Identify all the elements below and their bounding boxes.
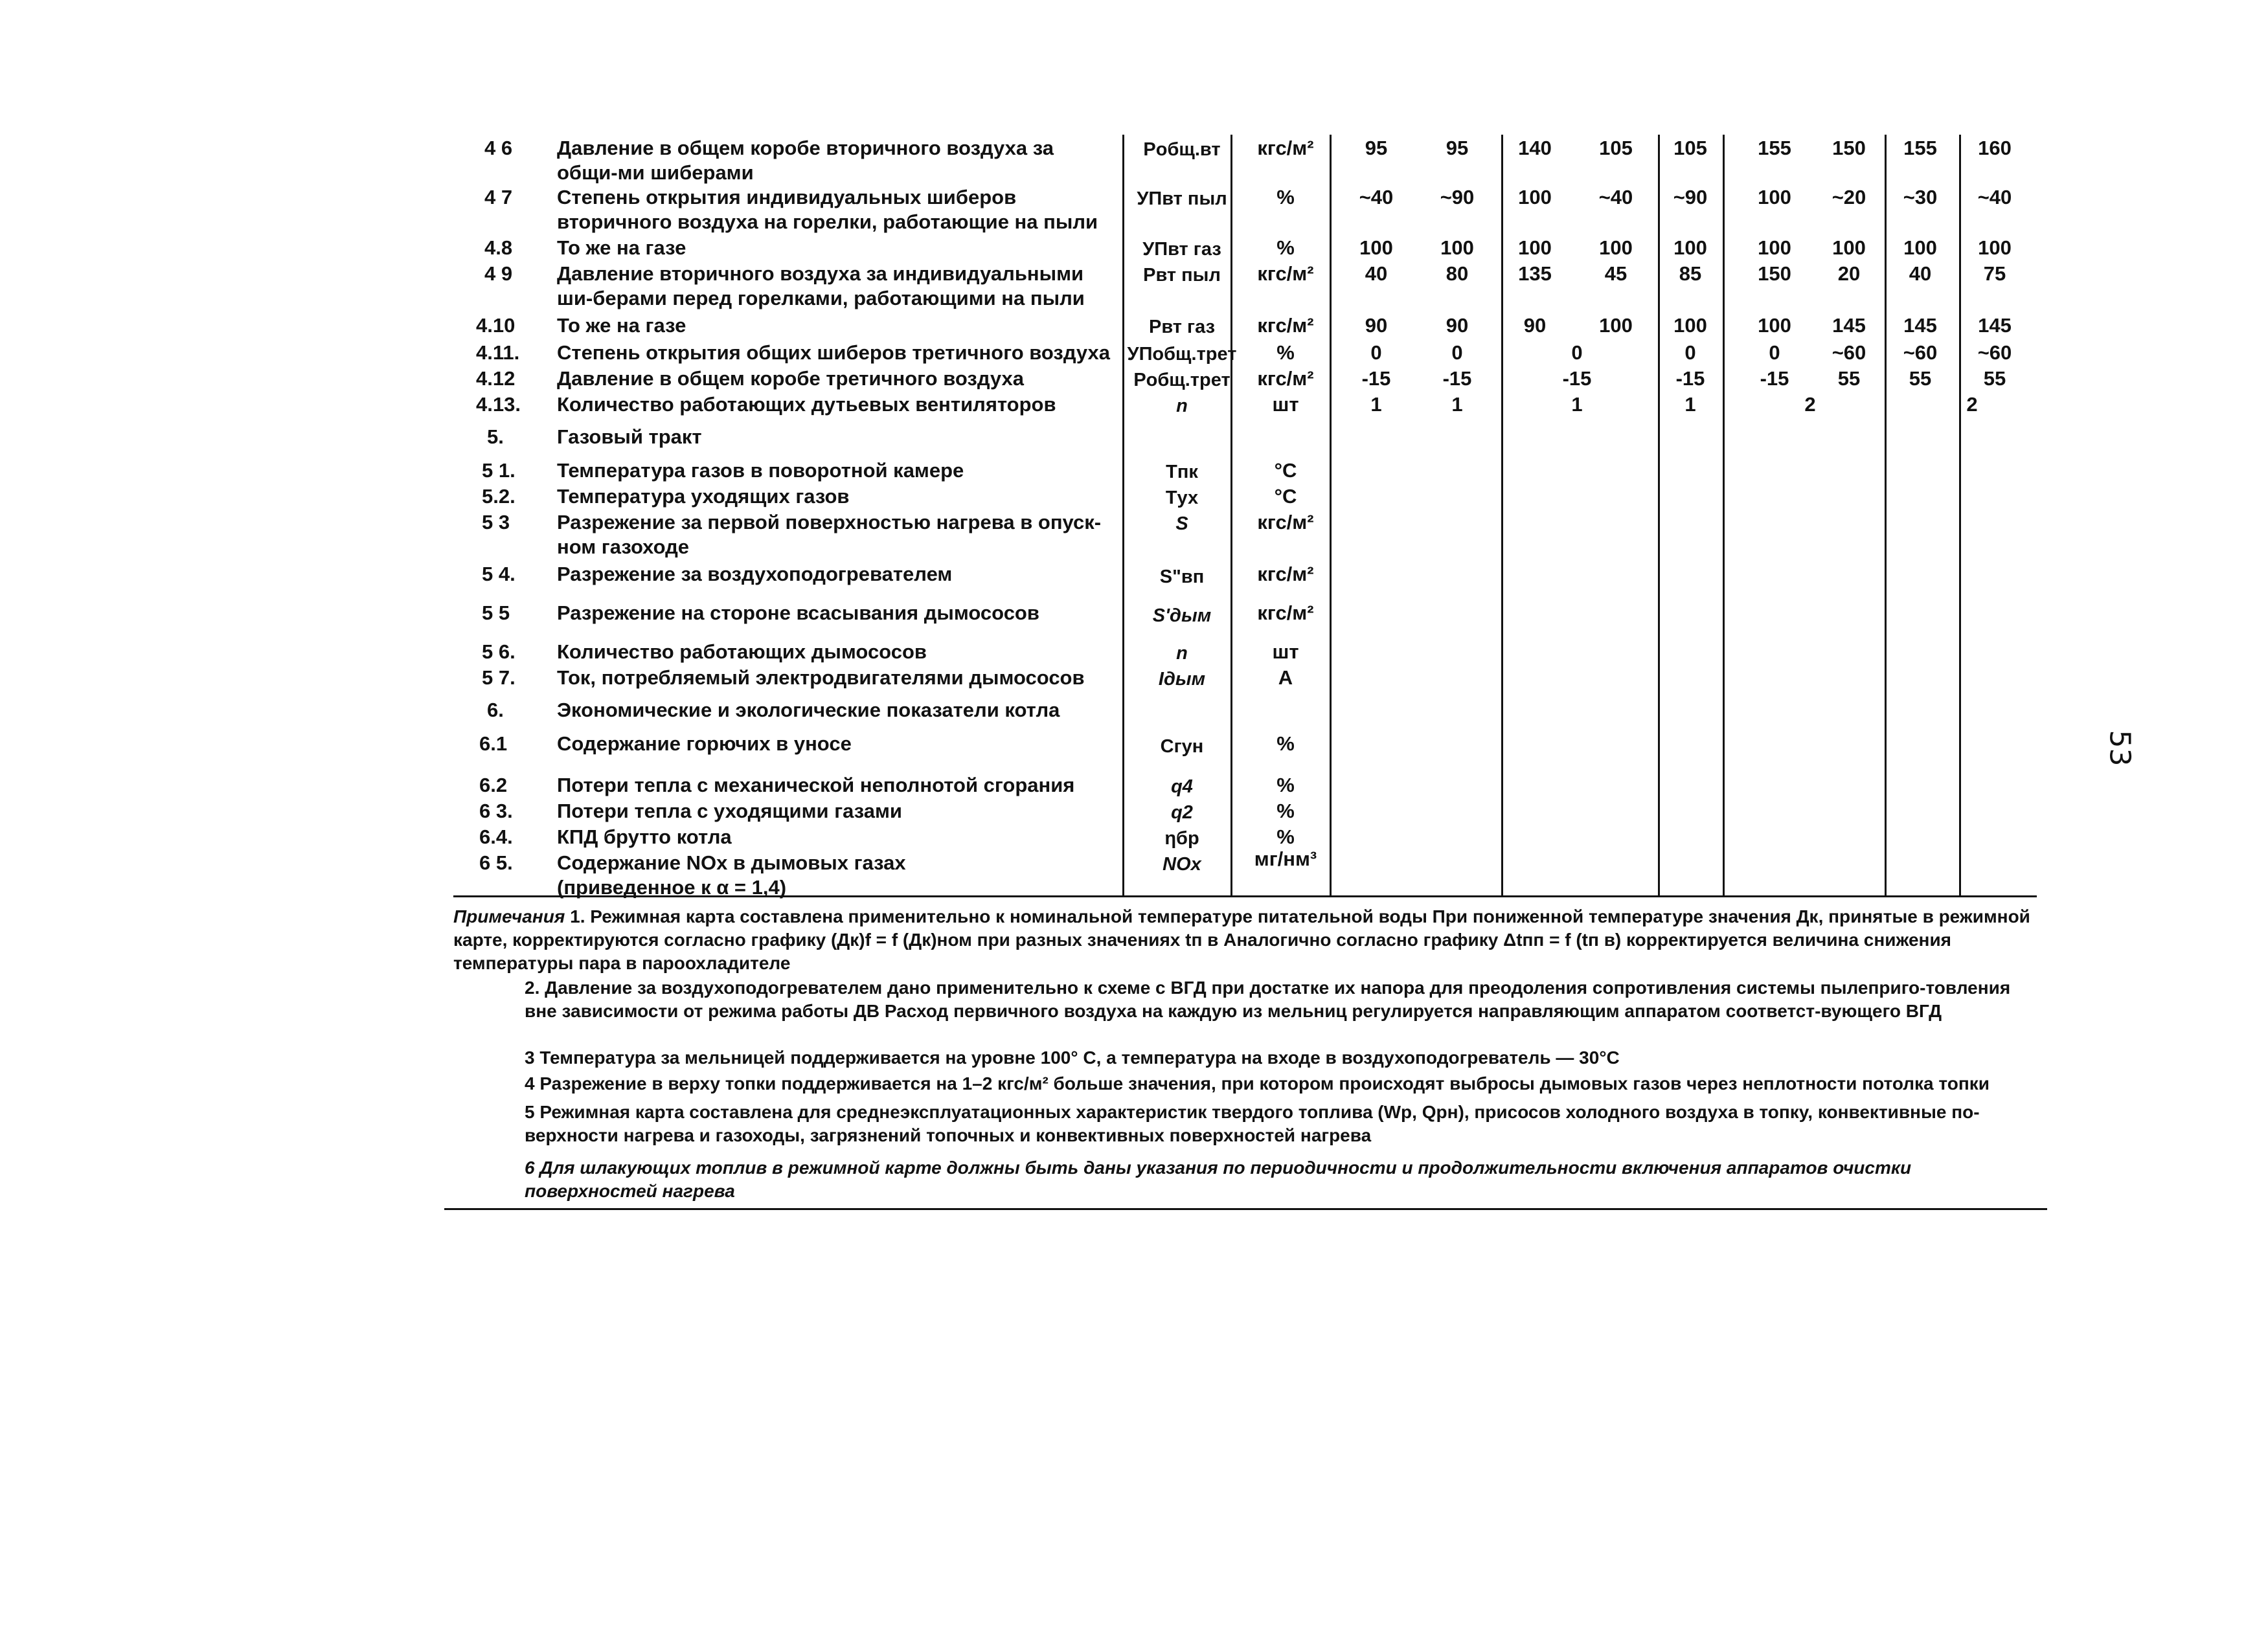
cell-value: 105	[1673, 137, 1707, 159]
row-description: Ток, потребляемый электродвигателями дымососов	[557, 666, 1085, 689]
cell-value: 90	[1523, 314, 1547, 337]
note-1	[453, 905, 2040, 975]
cell-value: 155	[1758, 137, 1791, 159]
row-number: 6 3.	[479, 800, 513, 822]
row-unit: %	[1276, 186, 1295, 208]
row-unit: А	[1278, 666, 1293, 689]
section-number: 6.	[487, 699, 504, 721]
row-number: 4.10	[476, 314, 516, 337]
row-description: То же на газе	[557, 314, 686, 337]
cell-value: 145	[1903, 314, 1937, 337]
note-5: 5 Режимная карта составлена для среднеэксплуатационных характеристик твердого топлива (Wр, Qрн), присосов холодного воздуха в топку, конвективные по-верхности нагрева и газоходы, загрязнений топочных и конвективных поверхностей нагрева	[525, 1102, 1980, 1145]
row-unit: °C	[1274, 459, 1297, 482]
row-symbol: S'дым	[1152, 605, 1212, 626]
row-number: 6.4.	[479, 825, 513, 848]
cell-value: 100	[1518, 186, 1552, 208]
row-description: Разрежение на стороне всасывания дымососов	[557, 601, 1039, 624]
cell-value: 85	[1679, 262, 1702, 285]
row-number: 4 9	[484, 262, 513, 285]
cell-value: 55	[1837, 367, 1861, 390]
cell-value: 100	[1599, 236, 1633, 259]
cell-value: 135	[1518, 262, 1552, 285]
cell-value: 90	[1365, 314, 1388, 337]
note-3: 3 Температура за мельницей поддерживается на уровне 100° С, а температура на входе в воздухоподогреватель — 30°С	[525, 1048, 1620, 1068]
cell-value: 2	[1804, 393, 1816, 416]
row-symbol: УПвт пыл	[1137, 188, 1227, 209]
row-number: 5 6.	[482, 640, 516, 663]
row-description: Давление в общем коробе вторичного воздуха за общи-ми шиберами	[557, 137, 1054, 184]
cell-value: 100	[1673, 236, 1707, 259]
note-1-text: 1. Режимная карта составлена применительно к номинальной температуре питательной воды При пониженной температуре значения Дк, принятые в режимной карте, корректируются согласно графику (Дк)f = f (Дк)ном при разных значениях tп в Аналогично согласно графику Δtпп = f (tп в) корректируется величина снижения температуры пара в пароохладителе	[453, 906, 2030, 973]
cell-value: -15	[1760, 367, 1789, 390]
row-unit: %	[1276, 774, 1295, 796]
cell-value: 45	[1604, 262, 1627, 285]
row-unit: %	[1276, 825, 1295, 848]
row-symbol: УПвт газ	[1142, 239, 1221, 260]
row-unit: шт	[1272, 640, 1299, 663]
cell-value: ~90	[1673, 186, 1708, 208]
row-number: 5 5	[482, 601, 510, 624]
notes-label: Примечания	[453, 906, 565, 926]
row-number: 5 4.	[482, 563, 516, 585]
cell-value: ~60	[1831, 341, 1866, 364]
section-title: Экономические и экологические показатели котла	[557, 699, 1060, 721]
cell-value: -15	[1442, 367, 1472, 390]
row-unit: °C	[1274, 485, 1297, 508]
cell-value: 160	[1978, 137, 2012, 159]
cell-value: 0	[1769, 341, 1780, 364]
row-symbol: q2	[1171, 802, 1193, 823]
cell-value: ~40	[1977, 186, 2012, 208]
row-unit: %	[1276, 236, 1295, 259]
cell-value: -15	[1361, 367, 1391, 390]
cell-value: 0	[1451, 341, 1463, 364]
row-number: 5 3	[482, 511, 510, 533]
row-number: 4 6	[484, 137, 513, 159]
cell-value: 100	[1903, 236, 1937, 259]
cell-value: ~60	[1977, 341, 2012, 364]
row-symbol: Cгун	[1160, 736, 1204, 757]
note-6: 6 Для шлакующих топлив в режимной карте должны быть даны указания по периодичности и продолжительности включения аппаратов очистки поверхностей нагрева	[525, 1158, 1912, 1201]
row-number: 4.11.	[476, 341, 520, 364]
cell-value: 75	[1983, 262, 2006, 285]
row-unit: %	[1276, 800, 1295, 822]
row-description: Давление в общем коробе третичного воздуха	[557, 367, 1024, 390]
row-symbol: n	[1176, 396, 1188, 416]
row-symbol: n	[1176, 643, 1188, 664]
row-unit: %	[1276, 341, 1295, 364]
row-description: Степень открытия индивидуальных шиберов вторичного воздуха на горелки, работающие на пыли	[557, 186, 1098, 233]
cell-value: 2	[1966, 393, 1978, 416]
row-unit: %	[1276, 732, 1295, 755]
cell-value: 145	[1978, 314, 2012, 337]
cell-value: 100	[1758, 186, 1791, 208]
section-title: Газовый тракт	[557, 425, 702, 448]
row-description: КПД брутто котла	[557, 825, 732, 848]
cell-value: 100	[1440, 236, 1474, 259]
row-number: 5.2.	[482, 485, 516, 508]
row-symbol: Iдым	[1158, 669, 1206, 690]
row-number: 6 5.	[479, 851, 513, 874]
cell-value: 100	[1832, 236, 1866, 259]
cell-value: ~40	[1359, 186, 1394, 208]
row-description: Потери тепла с уходящими газами	[557, 800, 902, 822]
row-unit: кгс/м²	[1257, 367, 1314, 390]
row-unit: шт	[1272, 393, 1299, 416]
row-description: Температура газов в поворотной камере	[557, 459, 964, 482]
row-description: Разрежение за первой поверхностью нагрева в опуск-ном газоходе	[557, 511, 1102, 558]
cell-value: 105	[1599, 137, 1633, 159]
row-unit: кгс/м²	[1257, 601, 1314, 624]
row-unit: кгс/м²	[1257, 262, 1314, 285]
cell-value: 150	[1832, 137, 1866, 159]
cell-value: 95	[1446, 137, 1469, 159]
row-symbol: Pобщ.трет	[1133, 370, 1230, 390]
note-2: 2. Давление за воздухоподогревателем дано применительно к схеме с ВГД при достатке их напора для преодоления сопротивления системы пылеприго-товления вне зависимости от режима работы ДВ Расход первичного воздуха на каждую из мельниц регулируется направляющим аппаратом соответст-вующего ВГД	[525, 978, 2011, 1021]
cell-value: 20	[1837, 262, 1861, 285]
row-description: То же на газе	[557, 236, 686, 259]
cell-value: 100	[1673, 314, 1707, 337]
cell-value: 0	[1571, 341, 1583, 364]
row-symbol: Tух	[1165, 488, 1199, 508]
section-number: 5.	[487, 425, 504, 448]
row-symbol: Pвт газ	[1148, 317, 1216, 337]
cell-value: 1	[1451, 393, 1463, 416]
row-description: Количество работающих дутьевых вентиляторов	[557, 393, 1056, 416]
row-symbol: S"вп	[1159, 567, 1205, 587]
cell-value: 155	[1903, 137, 1937, 159]
row-number: 4 7	[484, 186, 513, 208]
row-unit: кгс/м²	[1257, 314, 1314, 337]
cell-value: 55	[1909, 367, 1932, 390]
cell-value: 100	[1758, 314, 1791, 337]
cell-value: 145	[1832, 314, 1866, 337]
cell-value: ~60	[1903, 341, 1938, 364]
row-unit: кгс/м²	[1257, 563, 1314, 585]
row-symbol: УПобщ.трет	[1127, 344, 1237, 365]
row-description: Содержание горючих в уносе	[557, 732, 852, 755]
cell-value: 0	[1370, 341, 1382, 364]
row-description: Степень открытия общих шиберов третичного воздуха	[557, 341, 1110, 364]
row-number: 5 1.	[482, 459, 516, 482]
cell-value: 1	[1571, 393, 1583, 416]
cell-value: 100	[1599, 314, 1633, 337]
row-symbol: ηбр	[1164, 828, 1199, 849]
row-symbol: Tпк	[1166, 462, 1198, 482]
notes-bottom-rule	[444, 1208, 2047, 1210]
cell-value: -15	[1675, 367, 1705, 390]
row-number: 5 7.	[482, 666, 516, 689]
cell-value: ~40	[1598, 186, 1633, 208]
cell-value: 95	[1365, 137, 1388, 159]
cell-value: 55	[1983, 367, 2006, 390]
cell-value: 0	[1684, 341, 1696, 364]
row-number: 4.8	[484, 236, 513, 259]
page-number: 53	[2103, 730, 2137, 767]
cell-value: ~90	[1440, 186, 1475, 208]
cell-value: 40	[1909, 262, 1932, 285]
row-description: Содержание NOx в дымовых газах (приведенное к α = 1,4)	[557, 851, 906, 899]
row-symbol: q4	[1171, 776, 1193, 797]
row-symbol: S	[1175, 513, 1188, 534]
cell-value: 80	[1446, 262, 1469, 285]
row-unit: кгс/м²	[1257, 511, 1314, 533]
row-number: 4.12	[476, 367, 516, 390]
row-symbol: Pобщ.вт	[1143, 139, 1221, 160]
cell-value: 100	[1758, 236, 1791, 259]
row-unit: мг/нм³	[1254, 847, 1317, 870]
cell-value: 1	[1370, 393, 1382, 416]
row-description: Потери тепла с механической неполнотой сгорания	[557, 774, 1075, 796]
row-description: Количество работающих дымососов	[557, 640, 927, 663]
col-divider	[1122, 135, 1124, 895]
cell-value: 140	[1518, 137, 1552, 159]
cell-value: 100	[1978, 236, 2012, 259]
row-symbol: Pвт пыл	[1143, 265, 1221, 286]
cell-value: 40	[1365, 262, 1388, 285]
row-number: 6.1	[479, 732, 508, 755]
row-unit: кгс/м²	[1257, 137, 1314, 159]
note-4: 4 Разрежение в верху топки поддерживается на 1–2 кгс/м² больше значения, при котором происходят выбросы дымовых газов через неплотности потолка топки	[525, 1073, 1990, 1094]
row-description: Температура уходящих газов	[557, 485, 850, 508]
cell-value: 1	[1684, 393, 1696, 416]
cell-value: 100	[1518, 236, 1552, 259]
row-description: Давление вторичного воздуха за индивидуальными ши-берами перед горелками, работающими на пыли	[557, 262, 1085, 309]
cell-value: 100	[1359, 236, 1393, 259]
cell-value: 150	[1758, 262, 1791, 285]
cell-value: ~30	[1903, 186, 1938, 208]
row-description: Разрежение за воздухоподогревателем	[557, 563, 953, 585]
row-number: 6.2	[479, 774, 508, 796]
cell-value: -15	[1562, 367, 1592, 390]
row-symbol: NOx	[1162, 854, 1201, 875]
cell-value: 90	[1446, 314, 1469, 337]
row-number: 4.13.	[476, 393, 521, 416]
cell-value: ~20	[1831, 186, 1866, 208]
